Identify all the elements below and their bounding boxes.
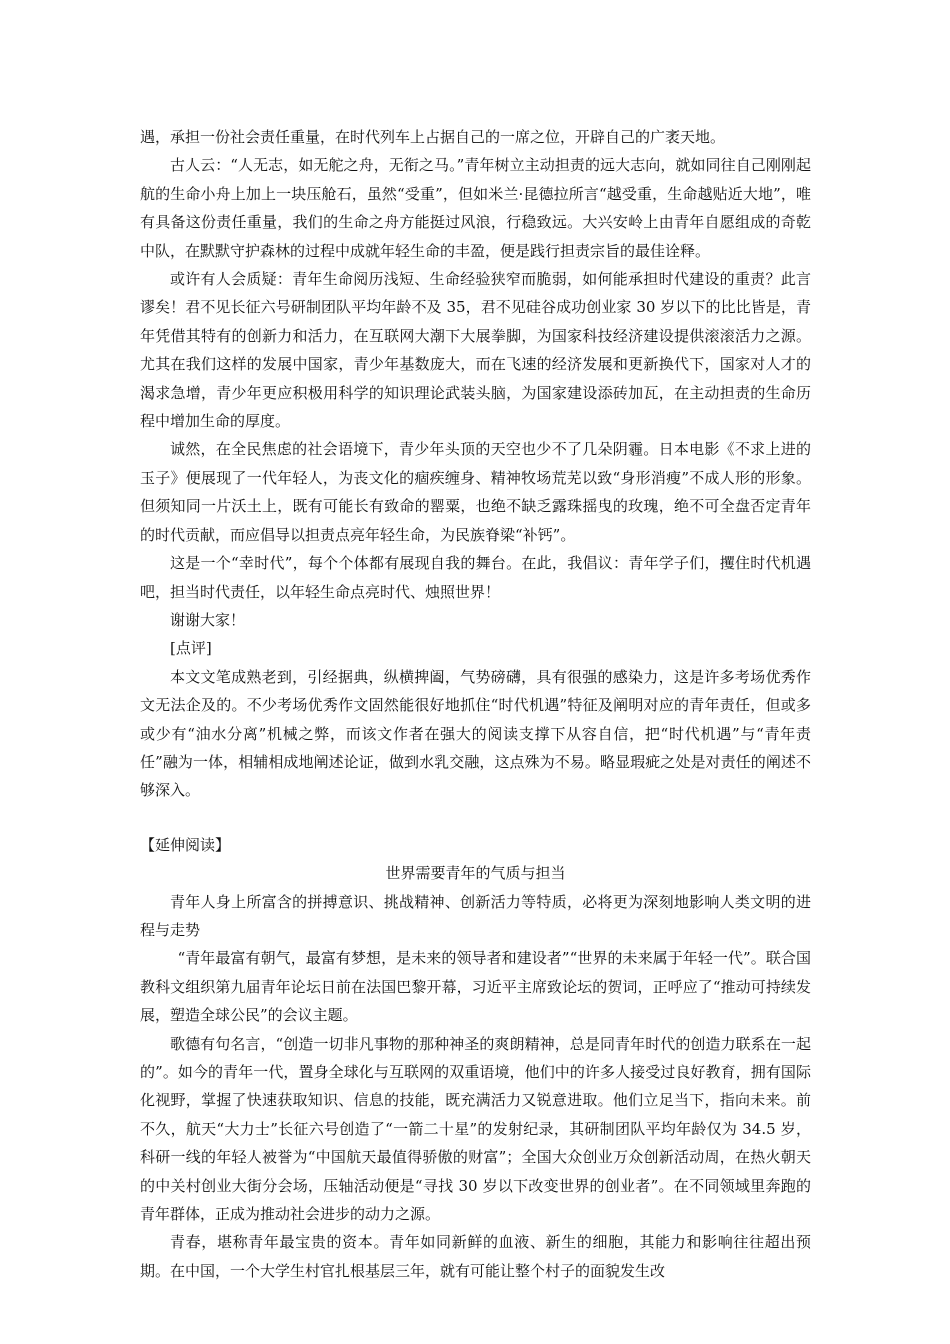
extended-paragraph: 歌德有句名言，“创造一切非凡事物的那种神圣的爽朗精神，总是同青年时代的创造力联系在一起的”。如今的青年一代，置身全球化与互联网的双重语境，他们中的许多人接受过良好教育，拥有国际化视野，掌握了快速获取知识、信息的技能，既充满活力又锐意进取。他们立足当下，指向未来。前不久，航天“大力士”长征六号创造了“一箭二十星”的发射纪录，其研制团队平均年龄仅为 34.5 岁，科研一线的年轻人被誉为“中国航天最值得骄傲的财富”；全国大众创业万众创新活动周，在热火朝天的中关村创业大街分会场，压轴活动便是“寻找 30 岁以下改变世界的创业者”。在不同领域里奔跑的青年群体，正成为推动社会进步的动力之源。 [140,1034,811,1224]
extended-paragraph: “青年最富有朝气，最富有梦想，是未来的领导者和建设者”“世界的未来属于年轻一代”。联合国教科文组织第九届青年论坛日前在法国巴黎开幕，习近平主席致论坛的贺词，正呼应了“推动可持续发展，塑造全球公民”的会议主题。 [140,949,811,1025]
comment-paragraph: 本文文笔成熟老到，引经据典，纵横捭阖，气势磅礴，具有很强的感染力，这是许多考场优秀作文无法企及的。不少考场优秀作文固然能很好地抓住“时代机遇”特征及阐明对应的青年责任，但或多或少有“油水分离”机械之弊，而该文作者在强大的阅读支撑下从容自信，把“时代机遇”与“青年责任”融为一体，相辅相成地阐述论证，做到水乳交融，这点殊为不易。略显瑕疵之处是对责任的阐述不够深入。 [140,667,811,800]
comment-heading: [点评] [170,639,212,658]
essay-paragraph: 或许有人会质疑：青年生命阅历浅短、生命经验狭窄而脆弱，如何能承担时代建设的重责？此言谬矣！君不见长征六号研制团队平均年龄不及 35，君不见硅谷成功创业家 30 岁以下的比比皆是，青年凭借其特有的创新力和活力，在互联网大潮下大展拳脚，为国家科技经济建设提供滚滚活力之源。尤其在我们这样的发展中国家，青少年基数庞大，而在飞速的经济发展和更新换代下，国家对人才的渴求急增，青少年更应积极用科学的知识理论武装头脑，为国家建设添砖加瓦，在主动担责的生命历程中增加生命的厚度。 [140,270,811,431]
essay-paragraph: 古人云：“人无志，如无舵之舟，无衔之马。”青年树立主动担责的远大志向，就如同往自己刚刚起航的生命小舟上加上一块压舱石，虽然“受重”，但如米兰·昆德拉所言“越受重，生命越贴近大地”，唯有具备这份责任重量，我们的生命之舟方能挺过风浪，行稳致远。大兴安岭上由青年自愿组成的奇乾中队，在默默守护森林的过程中成就年轻生命的丰盈，便是践行担责宗旨的最佳诠释。 [140,156,811,260]
extended-paragraph: 青年人身上所富含的拼搏意识、挑战精神、创新活力等特质，必将更为深刻地影响人类文明的进程与走势 [140,892,811,939]
extended-reading-label: 【延伸阅读】 [140,835,231,854]
section-spacer [140,805,811,831]
essay-paragraph-continuation: 遇，承担一份社会责任重量，在时代列车上占据自己的一席之位，开辟自己的广袤天地。 [140,128,726,146]
extended-reading-title: 世界需要青年的气质与担当 [385,864,566,883]
essay-paragraph: 这是一个“幸时代”，每个个体都有展现自我的舞台。在此，我倡议：青年学子们，攫住时代机遇吧，担当时代责任，以年轻生命点亮时代、烛照世界！ [140,554,811,601]
essay-closing: 谢谢大家！ [170,610,246,629]
essay-paragraph: 诚然，在全民焦虑的社会语境下，青少年头顶的天空也少不了几朵阴霾。日本电影《不求上进的玉子》便展现了一代年轻人，为丧文化的痼疾缠身、精神牧场荒芜以致“身形消瘦”不成人形的形象。但须知同一片沃土上，既有可能长有致命的罂粟，也绝不缺乏露珠摇曳的玫瑰，绝不可全盘否定青年的时代贡献，而应倡导以担责点亮年轻生命，为民族脊梁“补钙”。 [140,440,811,544]
extended-paragraph: 青春，堪称青年最宝贵的资本。青年如同新鲜的血液、新生的细胞，其能力和影响往往超出预期。在中国，一个大学生村官扎根基层三年，就有可能让整个村子的面貌发生改 [140,1233,811,1280]
document-page [140,123,811,1285]
